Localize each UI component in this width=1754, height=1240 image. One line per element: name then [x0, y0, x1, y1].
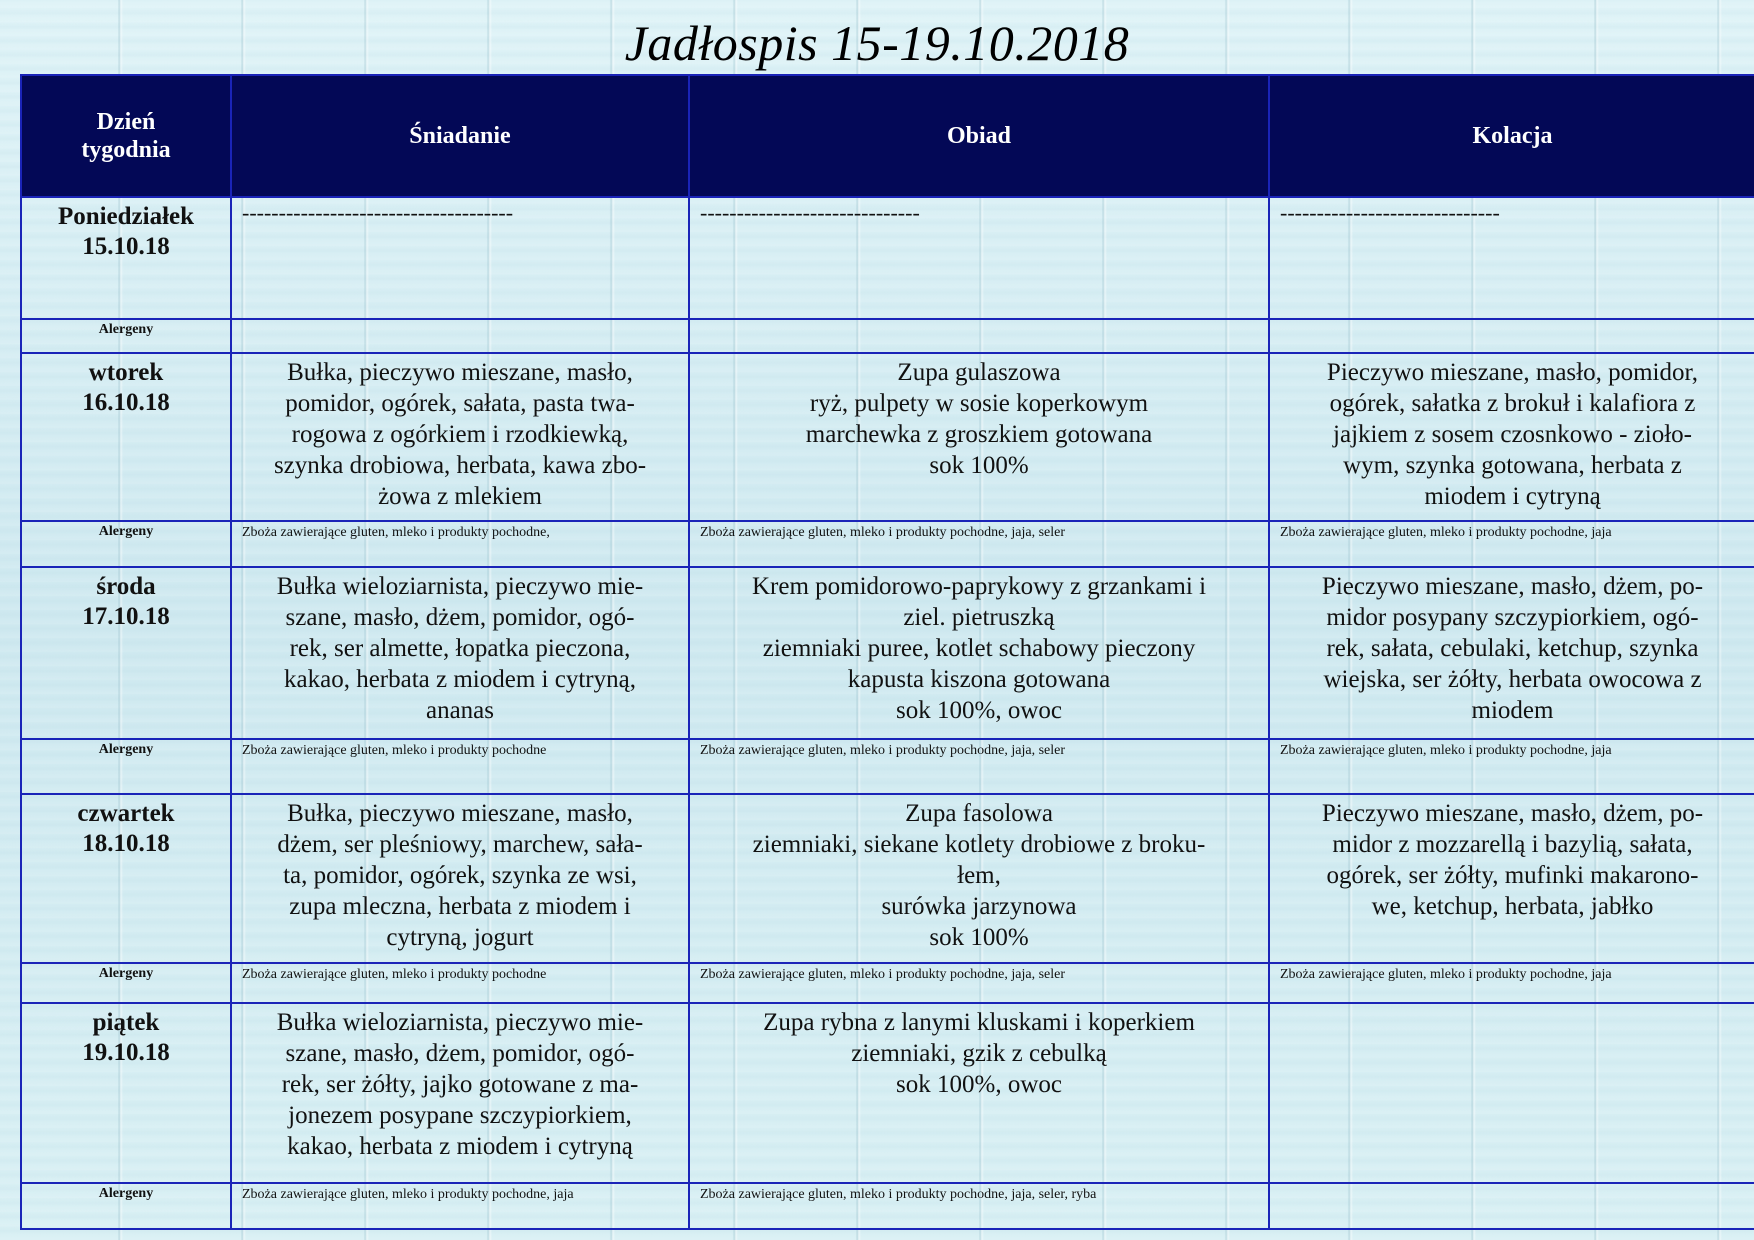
dinner-allergens: Zboża zawierające gluten, mleko i produkty pochodne, jaja: [1269, 521, 1754, 567]
day-label: [21, 1003, 231, 1183]
breakfast-line: rogowa z ogórkiem i rzodkiewką,: [291, 421, 629, 448]
allergen-row: [21, 963, 1754, 1003]
allergen-row: [21, 521, 1754, 567]
lunch-cell: [689, 794, 1269, 963]
allergen-label: Alergeny: [21, 521, 231, 567]
day-label: [21, 794, 231, 963]
lunch-line: Zupa gulaszowa: [897, 359, 1061, 386]
dinner-line: ogórek, ser żółty, mufinki makarono-: [1326, 862, 1699, 889]
day-row: [21, 353, 1754, 521]
dinner-line: jajkiem z sosem czosnkowo - zioło-: [1333, 421, 1692, 448]
lunch-cell: [689, 197, 1269, 319]
lunch-line: surówka jarzynowa: [881, 893, 1077, 920]
breakfast-line: ananas: [425, 697, 495, 724]
breakfast-allergens: Zboża zawierające gluten, mleko i produkty pochodne,: [231, 521, 689, 567]
day-date: 19.10.18: [82, 1039, 170, 1066]
lunch-line: Krem pomidorowo-paprykowy z grzankami i: [751, 573, 1207, 600]
breakfast-line: -------------------------------------: [242, 200, 514, 225]
dinner-line: ------------------------------: [1280, 200, 1500, 225]
dinner-line: miodem i cytryną: [1424, 483, 1601, 510]
allergen-row: [21, 739, 1754, 794]
lunch-allergens: Zboża zawierające gluten, mleko i produkty pochodne, jaja, seler, ryba: [689, 1183, 1269, 1229]
dinner-allergens: [1269, 319, 1754, 353]
dinner-line: Pieczywo mieszane, masło, dżem, po-: [1321, 800, 1704, 827]
allergen-row: [21, 319, 1754, 353]
dinner-line: midor z mozzarellą i bazylią, sałata,: [1332, 831, 1693, 858]
breakfast-cell: [231, 567, 689, 739]
lunch-line: marchewka z groszkiem gotowana: [805, 421, 1153, 448]
breakfast-line: cytryną, jogurt: [386, 924, 534, 951]
lunch-allergens: Zboża zawierające gluten, mleko i produkty pochodne, jaja, seler: [689, 963, 1269, 1003]
breakfast-line: rek, ser żółty, jajko gotowane z ma-: [281, 1071, 639, 1098]
breakfast-line: kakao, herbata z miodem i cytryną: [287, 1133, 633, 1160]
dinner-cell: [1269, 197, 1754, 319]
dinner-cell: [1269, 353, 1754, 521]
header-day: [21, 75, 231, 197]
lunch-line: łem,: [957, 862, 1001, 889]
breakfast-allergens: Zboża zawierające gluten, mleko i produkty pochodne: [231, 963, 689, 1003]
day-row: [21, 794, 1754, 963]
header-day-line2: tygodnia: [81, 137, 171, 163]
dinner-line: we, ketchup, herbata, jabłko: [1371, 893, 1654, 920]
lunch-line: ziemniaki, gzik z cebulką: [851, 1040, 1107, 1067]
allergen-label: Alergeny: [21, 963, 231, 1003]
lunch-line: ziemniaki puree, kotlet schabowy pieczony: [762, 635, 1196, 662]
dinner-line: Pieczywo mieszane, masło, dżem, po-: [1321, 573, 1704, 600]
lunch-line: ziemniaki, siekane kotlety drobiowe z broku-: [752, 831, 1206, 858]
dinner-line: Pieczywo mieszane, masło, pomidor,: [1326, 359, 1699, 386]
day-date: 16.10.18: [82, 389, 170, 416]
day-row: [21, 567, 1754, 739]
lunch-line: sok 100%, owoc: [896, 697, 1062, 724]
day-date: 18.10.18: [82, 830, 170, 857]
dinner-line: wiejska, ser żółty, herbata owocowa z: [1323, 666, 1702, 693]
header-dinner: Kolacja: [1269, 75, 1754, 197]
day-name: środa: [96, 573, 156, 600]
lunch-line: ryż, pulpety w sosie koperkowym: [809, 390, 1149, 417]
lunch-line: Zupa fasolowa: [905, 800, 1053, 827]
day-name: czwartek: [77, 800, 175, 827]
lunch-line: ziel. pietruszką: [903, 604, 1055, 631]
header-row: [21, 75, 1754, 197]
lunch-cell: [689, 567, 1269, 739]
dinner-line: rek, sałata, cebulaki, ketchup, szynka: [1326, 635, 1699, 662]
breakfast-line: szane, masło, dżem, pomidor, ogó-: [285, 604, 635, 631]
page-title: Jadłospis 15-19.10.2018: [624, 15, 1130, 71]
breakfast-line: żowa z mlekiem: [378, 483, 542, 510]
breakfast-line: jonezem posypane szczypiorkiem,: [288, 1102, 632, 1129]
lunch-line: Zupa rybna z lanymi kluskami i koperkiem: [763, 1009, 1195, 1036]
day-name: Poniedziałek: [57, 203, 195, 230]
day-date: 17.10.18: [82, 603, 170, 630]
breakfast-line: Bułka, pieczywo mieszane, masło,: [287, 359, 633, 386]
dinner-line: wym, szynka gotowana, herbata z: [1343, 452, 1682, 479]
dinner-line: ogórek, sałatka z brokuł i kalafiora z: [1329, 390, 1696, 417]
lunch-allergens: Zboża zawierające gluten, mleko i produkty pochodne, jaja, seler: [689, 521, 1269, 567]
dinner-line: miodem: [1471, 697, 1554, 724]
allergen-label: Alergeny: [21, 319, 231, 353]
day-row: [21, 197, 1754, 319]
breakfast-line: Bułka wieloziarnista, pieczywo mie-: [276, 1009, 644, 1036]
dinner-cell: [1269, 567, 1754, 739]
lunch-line: ------------------------------: [700, 200, 920, 225]
lunch-allergens: Zboża zawierające gluten, mleko i produkty pochodne, jaja, seler: [689, 739, 1269, 794]
lunch-cell: [689, 353, 1269, 521]
dinner-line: midor posypany szczypiorkiem, ogó-: [1326, 604, 1699, 631]
lunch-line: sok 100%: [929, 924, 1029, 951]
lunch-cell: [689, 1003, 1269, 1183]
dinner-cell: [1269, 1003, 1754, 1183]
day-name: wtorek: [88, 359, 164, 386]
breakfast-line: ta, pomidor, ogórek, szynka ze wsi,: [283, 862, 637, 889]
breakfast-cell: [231, 353, 689, 521]
header-lunch: Obiad: [689, 75, 1269, 197]
header-breakfast: Śniadanie: [231, 75, 689, 197]
dinner-allergens: [1269, 1183, 1754, 1229]
day-name: piątek: [92, 1009, 160, 1036]
breakfast-line: Bułka, pieczywo mieszane, masło,: [287, 800, 633, 827]
breakfast-cell: [231, 1003, 689, 1183]
breakfast-line: dżem, ser pleśniowy, marchew, sała-: [277, 831, 643, 858]
breakfast-allergens: Zboża zawierające gluten, mleko i produkty pochodne: [231, 739, 689, 794]
breakfast-line: szynka drobiowa, herbata, kawa zbo-: [273, 452, 647, 479]
breakfast-line: Bułka wieloziarnista, pieczywo mie-: [276, 573, 644, 600]
breakfast-line: szane, masło, dżem, pomidor, ogó-: [285, 1040, 635, 1067]
breakfast-cell: [231, 794, 689, 963]
dinner-cell: [1269, 794, 1754, 963]
breakfast-line: pomidor, ogórek, sałata, pasta twa-: [285, 390, 635, 417]
lunch-line: sok 100%, owoc: [896, 1071, 1062, 1098]
breakfast-line: zupa mleczna, herbata z miodem i: [289, 893, 631, 920]
menu-table: [20, 74, 1754, 1230]
header-day-line1: Dzień: [96, 109, 156, 135]
allergen-row: [21, 1183, 1754, 1229]
day-label: [21, 197, 231, 319]
dinner-allergens: Zboża zawierające gluten, mleko i produkty pochodne, jaja: [1269, 739, 1754, 794]
allergen-label: Alergeny: [21, 1183, 231, 1229]
breakfast-line: kakao, herbata z miodem i cytryną,: [284, 666, 636, 693]
breakfast-line: rek, ser almette, łopatka pieczona,: [289, 635, 631, 662]
breakfast-cell: [231, 197, 689, 319]
day-label: [21, 353, 231, 521]
day-date: 15.10.18: [82, 233, 170, 260]
breakfast-allergens: Zboża zawierające gluten, mleko i produkty pochodne, jaja: [231, 1183, 689, 1229]
dinner-allergens: Zboża zawierające gluten, mleko i produkty pochodne, jaja: [1269, 963, 1754, 1003]
allergen-label: Alergeny: [21, 739, 231, 794]
breakfast-allergens: [231, 319, 689, 353]
lunch-allergens: [689, 319, 1269, 353]
lunch-line: kapusta kiszona gotowana: [847, 666, 1111, 693]
lunch-line: sok 100%: [929, 452, 1029, 479]
day-label: [21, 567, 231, 739]
day-row: [21, 1003, 1754, 1183]
